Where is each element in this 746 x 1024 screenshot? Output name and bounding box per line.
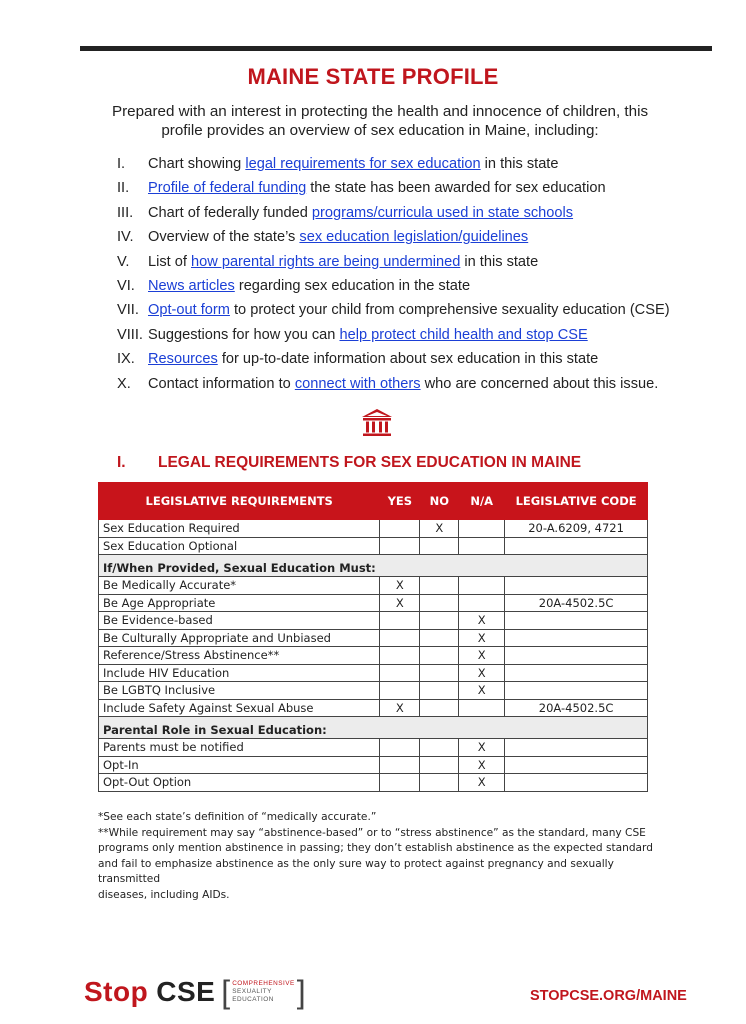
header-na: N/A	[459, 483, 505, 520]
row-label: Opt-Out Option	[99, 774, 380, 792]
table-header-row	[99, 483, 648, 520]
cell-no	[420, 647, 459, 665]
cell-no	[420, 537, 459, 555]
cell-na: X	[459, 774, 505, 792]
logo-bracket	[221, 976, 305, 1008]
cell-code	[505, 537, 648, 555]
left-bracket-icon: [	[221, 974, 231, 1010]
cell-code	[505, 577, 648, 595]
toc-text: regarding sex education in the state	[234, 277, 471, 294]
footnote-line: *See each state’s definition of “medically accurate.”	[98, 811, 377, 823]
cell-yes	[380, 682, 420, 700]
table-row	[99, 594, 648, 612]
cell-no	[420, 739, 459, 757]
cell-yes	[380, 612, 420, 630]
toc-number: IX.	[117, 351, 135, 368]
section-title: LEGAL REQUIREMENTS FOR SEX EDUCATION IN MAINE	[158, 454, 582, 471]
stopcse-logo	[84, 976, 306, 1008]
toc-item	[117, 229, 717, 253]
intro-paragraph: Prepared with an interest in protecting the health and innocence of children, this profile provides an overview of sex education in Maine, including:	[111, 103, 649, 139]
toc-number: V.	[117, 253, 130, 270]
footnote-line: diseases, including AIDs.	[98, 888, 230, 901]
toc-link-opt-out-form[interactable]: Opt-out form	[148, 302, 230, 319]
cell-yes: X	[380, 594, 420, 612]
toc-link-programs-curricula[interactable]: programs/curricula used in state schools	[311, 204, 574, 221]
row-label: Include HIV Education	[99, 664, 380, 682]
cell-no	[420, 629, 459, 647]
cell-no	[420, 577, 459, 595]
cell-code: 20A-4502.5C	[505, 699, 648, 717]
section-heading	[117, 454, 581, 472]
toc-item	[117, 254, 717, 278]
cell-yes	[380, 520, 420, 538]
table-row	[99, 520, 648, 538]
row-label: Be LGBTQ Inclusive	[99, 682, 380, 700]
cell-code	[505, 682, 648, 700]
table-row	[99, 577, 648, 595]
group-label: If/When Provided, Sexual Education Must:	[99, 555, 648, 577]
footnote-line: and fail to emphasize abstinence as the only sure way to protect against pregnancy and sexually transmitted	[98, 857, 614, 885]
toc-link-help-protect[interactable]: help protect child health and stop CSE	[339, 326, 588, 343]
toc-link-parental-rights[interactable]: how parental rights are being undermined	[191, 253, 461, 270]
table-row	[99, 774, 648, 792]
cell-yes: X	[380, 699, 420, 717]
row-label: Sex Education Required	[99, 520, 380, 538]
toc-number: III.	[117, 204, 134, 221]
right-bracket-icon: ]	[296, 974, 306, 1010]
table-row	[99, 629, 648, 647]
cell-yes	[380, 664, 420, 682]
toc-text: to protect your child from comprehensive sexuality education (CSE)	[229, 302, 670, 319]
toc-text: Overview of the state’s	[148, 229, 300, 246]
footnote-line: **While requirement may say “abstinence-based” or to “stress abstinence” as the standard, many CSE	[98, 826, 646, 839]
cell-na: X	[459, 739, 505, 757]
cell-yes	[380, 756, 420, 774]
cell-no	[420, 664, 459, 682]
toc-link-resources[interactable]: Resources	[148, 351, 218, 368]
cell-no	[420, 682, 459, 700]
row-label: Be Culturally Appropriate and Unbiased	[99, 629, 380, 647]
cell-yes	[380, 774, 420, 792]
section-number: I.	[117, 454, 126, 471]
table-row	[99, 699, 648, 717]
toc-text: in this state	[480, 156, 559, 172]
logo-cse-text: CSE	[156, 976, 216, 1007]
cell-code	[505, 756, 648, 774]
toc-link-legislation[interactable]: sex education legislation/guidelines	[299, 229, 529, 246]
toc-item	[117, 351, 717, 375]
table-row	[99, 647, 648, 665]
toc-text: List of	[148, 253, 191, 270]
legal-requirements-table	[98, 482, 648, 792]
toc-item	[117, 302, 717, 326]
cell-yes: X	[380, 577, 420, 595]
toc-text: Chart of federally funded	[148, 204, 312, 221]
toc-number: X.	[117, 375, 131, 392]
logo-word: SEXUALITY	[232, 988, 272, 995]
toc-number: IV.	[117, 229, 134, 246]
row-label: Reference/Stress Abstinence**	[99, 647, 380, 665]
toc-item	[117, 278, 717, 302]
header-yes: YES	[380, 483, 420, 520]
table-row	[99, 682, 648, 700]
toc-number: VII.	[117, 302, 139, 319]
cell-na	[459, 520, 505, 538]
cell-code: 20A-4502.5C	[505, 594, 648, 612]
toc-link-connect[interactable]: connect with others	[294, 375, 421, 392]
toc-text: Chart showing	[148, 156, 246, 172]
logo-word: COMPREHENSIVE	[232, 980, 295, 987]
row-label: Include Safety Against Sexual Abuse	[99, 699, 380, 717]
row-label: Be Medically Accurate*	[99, 577, 380, 595]
row-label: Sex Education Optional	[99, 537, 380, 555]
cell-no	[420, 699, 459, 717]
cell-code	[505, 774, 648, 792]
page-title: MAINE STATE PROFILE	[247, 64, 499, 89]
cell-yes	[380, 739, 420, 757]
group-label: Parental Role in Sexual Education:	[99, 717, 648, 739]
cell-na: X	[459, 664, 505, 682]
toc-item	[117, 156, 717, 180]
table-row	[99, 756, 648, 774]
cell-no	[420, 612, 459, 630]
cell-yes	[380, 629, 420, 647]
row-label: Opt-In	[99, 756, 380, 774]
logo-word: EDUCATION	[232, 996, 274, 1003]
table-row	[99, 537, 648, 555]
top-rule	[80, 46, 712, 51]
footnotes	[98, 810, 678, 903]
toc-text: Suggestions for how you can	[148, 326, 340, 343]
cell-yes	[380, 647, 420, 665]
cell-na	[459, 594, 505, 612]
row-label: Parents must be notified	[99, 739, 380, 757]
table-row	[99, 612, 648, 630]
cell-na: X	[459, 629, 505, 647]
toc-text: the state has been awarded for sex education	[306, 180, 606, 197]
row-label: Be Evidence-based	[99, 612, 380, 630]
row-label: Be Age Appropriate	[99, 594, 380, 612]
cell-code	[505, 629, 648, 647]
cell-code	[505, 647, 648, 665]
toc-link-legal-requirements[interactable]: legal requirements for sex education	[245, 156, 481, 172]
table-group-row	[99, 555, 648, 577]
cell-na	[459, 537, 505, 555]
toc-link-federal-funding[interactable]: Profile of federal funding	[148, 180, 307, 197]
toc-number: I.	[117, 156, 126, 172]
cell-na: X	[459, 647, 505, 665]
courthouse-icon	[360, 408, 394, 438]
table-group-row	[99, 717, 648, 739]
table-of-contents	[117, 156, 717, 400]
header-no: NO	[420, 483, 459, 520]
toc-text: for up-to-date information about sex education in this state	[217, 351, 599, 368]
cell-na: X	[459, 756, 505, 774]
toc-text: in this state	[460, 253, 539, 270]
cell-code	[505, 664, 648, 682]
cell-no	[420, 774, 459, 792]
toc-link-news-articles[interactable]: News articles	[148, 277, 235, 294]
logo-tagline	[230, 980, 297, 1004]
table-row	[99, 739, 648, 757]
toc-text: who are concerned about this issue.	[420, 375, 659, 392]
cell-no	[420, 594, 459, 612]
header-code: LEGISLATIVE CODE	[505, 483, 648, 520]
toc-number: VIII.	[117, 326, 143, 343]
cell-na: X	[459, 612, 505, 630]
logo-stop-text: Stop	[84, 976, 149, 1007]
cell-na	[459, 699, 505, 717]
cell-code	[505, 612, 648, 630]
header-requirements: LEGISLATIVE REQUIREMENTS	[99, 483, 380, 520]
table-row	[99, 664, 648, 682]
cell-code: 20-A.6209, 4721	[505, 520, 648, 538]
cell-no: X	[420, 520, 459, 538]
cell-no	[420, 756, 459, 774]
cell-na: X	[459, 682, 505, 700]
toc-item	[117, 327, 717, 351]
toc-item	[117, 205, 717, 229]
footnote-line: programs only mention abstinence in passing; they don’t establish abstinence as the expected standard	[98, 842, 653, 854]
cell-code	[505, 739, 648, 757]
toc-item	[117, 376, 717, 400]
toc-number: II.	[117, 180, 130, 197]
website-link[interactable]: STOPCSE.ORG/MAINE	[530, 988, 687, 1004]
toc-number: VI.	[117, 277, 135, 294]
toc-item	[117, 180, 717, 204]
cell-yes	[380, 537, 420, 555]
cell-na	[459, 577, 505, 595]
toc-text: Contact information to	[148, 375, 295, 392]
